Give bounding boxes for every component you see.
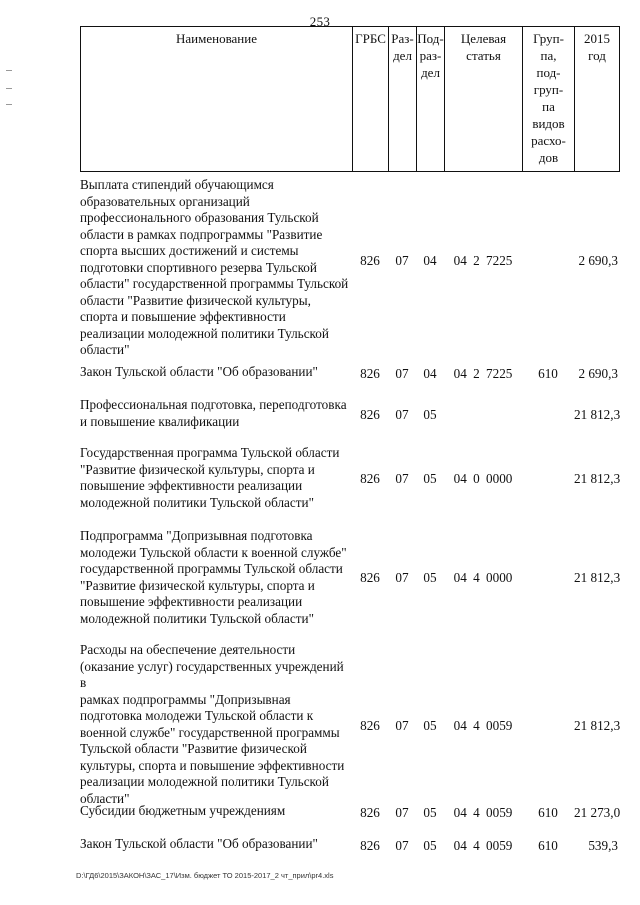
row-name: Подпрограмма "Допризывная подготовка молодежи Тульской области к военной службе" государственной программы Тульской области "Развитие физической культуры, спорта и повышение эффективности реализации молодежной политики Тульской области" xyxy=(80,528,347,626)
row-target-article: 04 4 0059 xyxy=(453,804,513,820)
row-expense-group: 610 xyxy=(538,365,558,381)
table-header xyxy=(80,26,620,172)
row-amount: 21 273,0 xyxy=(574,804,621,820)
row-name: Профессиональная подготовка, переподготовка и повышение квалификации xyxy=(80,397,347,429)
row-name: Субсидии бюджетным учреждениям xyxy=(80,803,286,818)
row-amount: 539,3 xyxy=(588,837,618,853)
row-razdel: 07 xyxy=(395,406,409,422)
row-podrazdel: 05 xyxy=(423,569,437,585)
header-grbs: ГРБС xyxy=(353,27,389,171)
row-grbs: 826 xyxy=(360,837,380,853)
row-podrazdel: 05 xyxy=(423,837,437,853)
file-path-footer: D:\ГД6\2015\ЗАКОН\ЗАС_17\Изм. бюджет ТО 2015-2017_2 чт_прил\pr4.xls xyxy=(76,871,334,880)
row-podrazdel: 05 xyxy=(423,804,437,820)
row-razdel: 07 xyxy=(395,365,409,381)
table-row xyxy=(80,397,620,431)
margin-mark xyxy=(6,104,12,105)
row-amount: 21 812,3 xyxy=(574,406,621,422)
row-name: Расходы на обеспечение деятельности (оказание услуг) государственных учреждений в рамках подпрограммы "Допризывная подготовка молодежи Тульской области к военной службе" государственной программы Тульской области "Развитие физической культуры, спорта и повышение эффективности реализации молодежной политики Тульской области" xyxy=(80,642,345,806)
row-expense-group: 610 xyxy=(538,837,558,853)
row-name: Закон Тульской области "Об образовании" xyxy=(80,836,318,851)
row-grbs: 826 xyxy=(360,406,380,422)
row-podrazdel: 05 xyxy=(423,470,437,486)
row-target-article: 04 2 7225 xyxy=(453,365,513,381)
row-name: Закон Тульской области "Об образовании" xyxy=(80,364,318,379)
table-row xyxy=(80,642,621,806)
row-grbs: 826 xyxy=(360,470,380,486)
row-amount: 21 812,3 xyxy=(574,717,621,733)
row-target-article: 04 2 7225 xyxy=(453,252,513,268)
row-podrazdel: 04 xyxy=(423,365,437,381)
margin-mark xyxy=(6,70,12,71)
table-row xyxy=(80,177,620,359)
header-expense-group: Груп- па, под- груп- па видов расхо- дов xyxy=(523,27,575,171)
row-amount: 2 690,3 xyxy=(578,365,618,381)
table-row xyxy=(80,364,620,382)
row-target-article: 04 0 0000 xyxy=(453,470,513,486)
row-razdel: 07 xyxy=(395,717,409,733)
row-grbs: 826 xyxy=(360,717,380,733)
row-target-article: 04 4 0000 xyxy=(453,569,513,585)
header-name: Наименование xyxy=(81,27,353,171)
header-podrazdel: Под- раз- дел xyxy=(417,27,445,171)
page-number: 253 xyxy=(309,14,331,29)
margin-mark xyxy=(6,88,12,89)
row-expense-group: 610 xyxy=(538,804,558,820)
row-amount: 21 812,3 xyxy=(574,569,621,585)
header-target-article: Целевая статья xyxy=(445,27,523,171)
header-year: 2015 год xyxy=(584,31,610,63)
table-row xyxy=(80,836,620,854)
header-razdel: Раз- дел xyxy=(389,27,417,171)
row-amount: 2 690,3 xyxy=(578,252,618,268)
row-target-article: 04 4 0059 xyxy=(453,837,513,853)
row-name: Государственная программа Тульской области "Развитие физической культуры, спорта и повышение эффективности реализации молодежной политики Тульской области" xyxy=(80,445,340,510)
row-name: Выплата стипендий обучающимся образовательных организаций профессионального образования Тульской области в рамках подпрограммы "Развитие спорта высших достижений и системы подготовки спортивного резерва Тульской области" государственной программы Тульской области "Развитие физической культуры, спорта и повышение эффективности реализации молодежной политики Тульской области" xyxy=(80,177,349,357)
row-podrazdel: 04 xyxy=(423,252,437,268)
row-razdel: 07 xyxy=(395,470,409,486)
row-grbs: 826 xyxy=(360,569,380,585)
row-razdel: 07 xyxy=(395,804,409,820)
row-razdel: 07 xyxy=(395,252,409,268)
table-row xyxy=(80,528,620,628)
row-target-article: 04 4 0059 xyxy=(453,717,513,733)
row-razdel: 07 xyxy=(395,569,409,585)
table-row xyxy=(80,445,620,513)
row-grbs: 826 xyxy=(360,252,380,268)
row-grbs: 826 xyxy=(360,365,380,381)
row-grbs: 826 xyxy=(360,804,380,820)
row-amount: 21 812,3 xyxy=(574,470,621,486)
row-podrazdel: 05 xyxy=(423,406,437,422)
table-row xyxy=(80,803,620,821)
row-podrazdel: 05 xyxy=(423,717,437,733)
row-razdel: 07 xyxy=(395,837,409,853)
